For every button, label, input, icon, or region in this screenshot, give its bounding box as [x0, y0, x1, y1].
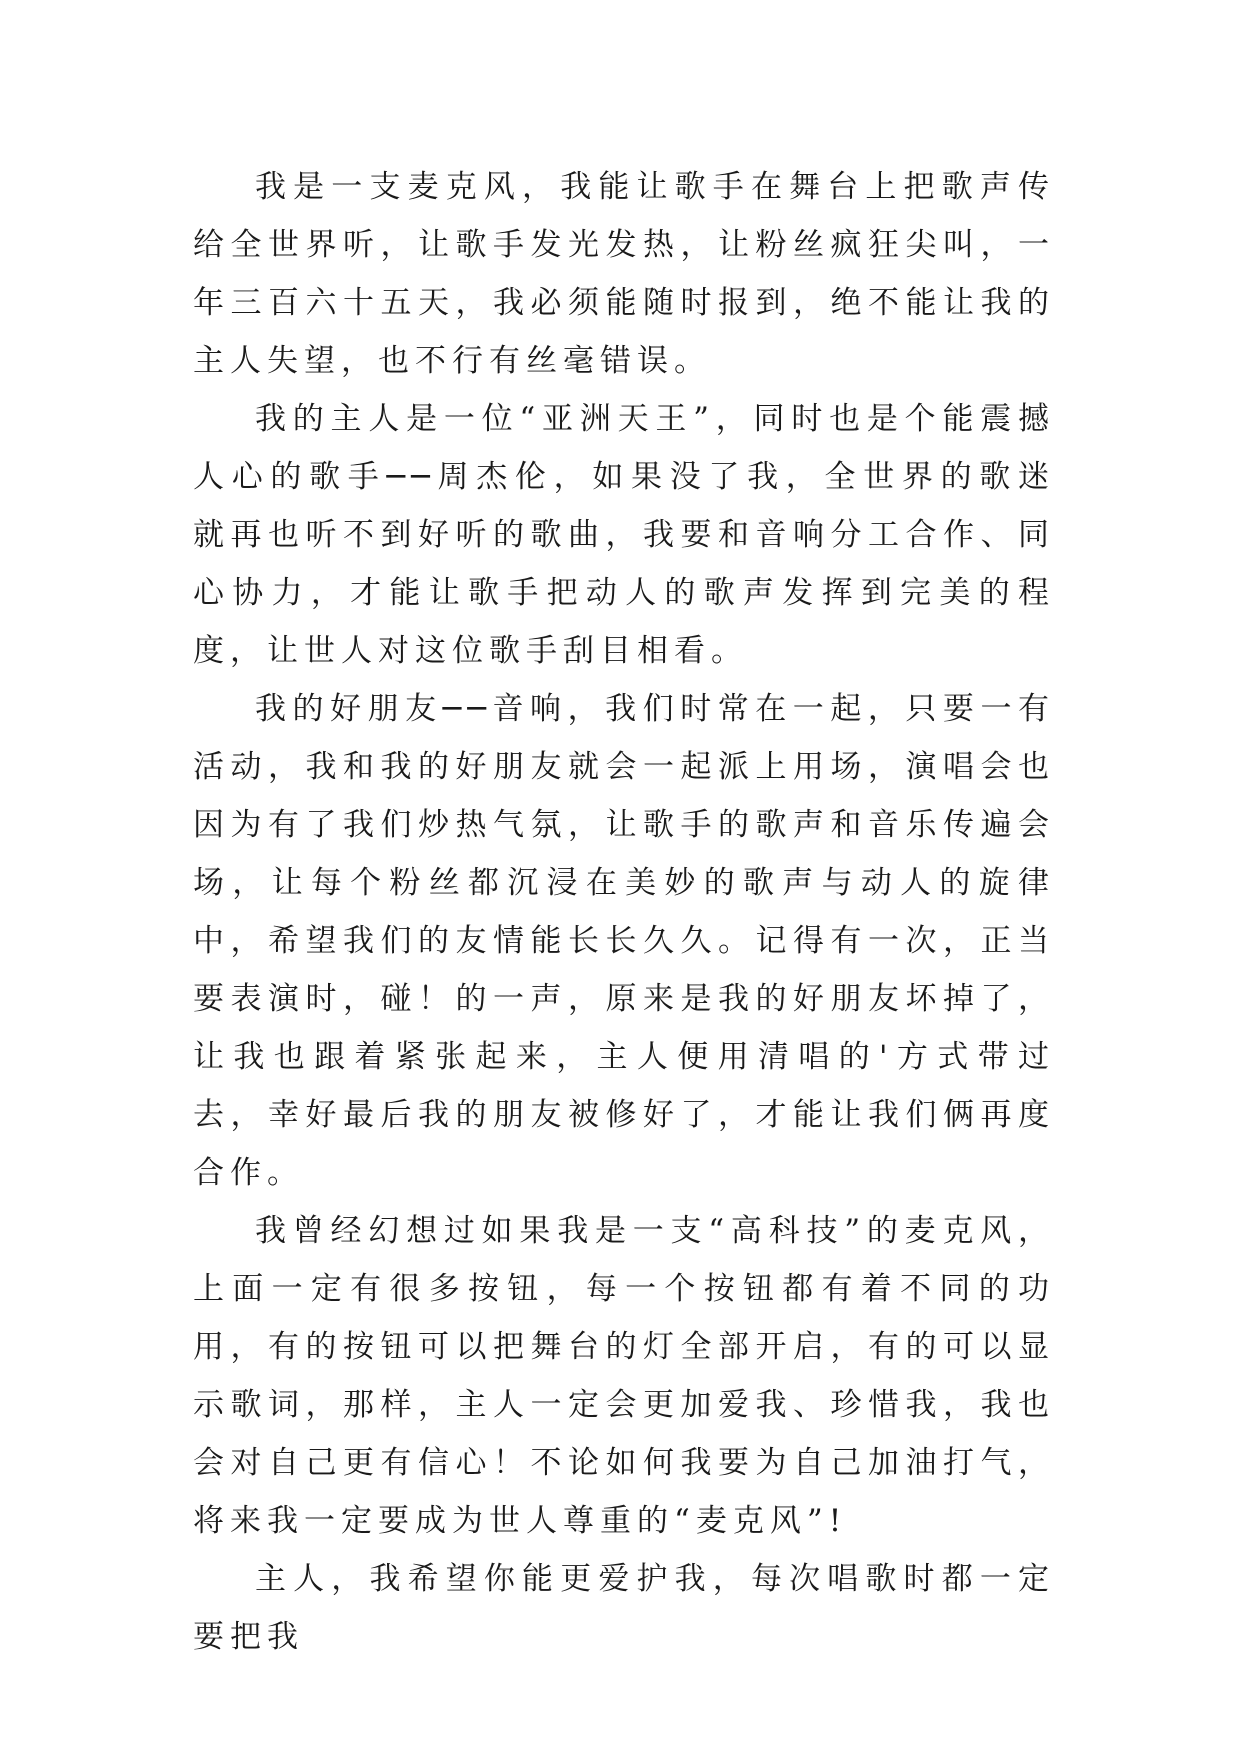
paragraph-3: 我的好朋友──音响，我们时常在一起，只要一有活动，我和我的好朋友就会一起派上用场，演唱会也因为有了我们炒热气氛，让歌手的歌声和音乐传遍会场，让每个粉丝都沉浸在美妙的歌声与动人的旋律中，希望我们的友情能长长久久。记得有一次，正当要表演时，碰！的一声，原来是我的好朋友坏掉了，让我也跟着紧张起来，主人便用清唱的'方式带过去，幸好最后我的朋友被修好了，才能让我们俩再度合作。	[193, 691, 1055, 1191]
paragraph-4: 我曾经幻想过如果我是一支“高科技”的麦克风，上面一定有很多按钮，每一个按钮都有着不同的功用，有的按钮可以把舞台的灯全部开启，有的可以显示歌词，那样，主人一定会更加爱我、珍惜我，我也会对自己更有信心！不论如何我要为自己加油打气，将来我一定要成为世人尊重的“麦克风”!	[193, 1213, 1055, 1539]
paragraph-1: 我是一支麦克风，我能让歌手在舞台上把歌声传给全世界听，让歌手发光发热，让粉丝疯狂尖叫，一年三百六十五天，我必须能随时报到，绝不能让我的主人失望，也不行有丝毫错误。	[193, 169, 1055, 379]
paragraph-5: 主人，我希望你能更爱护我，每次唱歌时都一定要把我	[193, 1561, 1055, 1655]
essay-body	[193, 158, 1055, 1666]
paragraph-2: 我的主人是一位“亚洲天王”，同时也是个能震撼人心的歌手──周杰伦，如果没了我，全世界的歌迷就再也听不到好听的歌曲，我要和音响分工合作、同心协力，才能让歌手把动人的歌声发挥到完美的程度，让世人对这位歌手刮目相看。	[193, 401, 1055, 669]
